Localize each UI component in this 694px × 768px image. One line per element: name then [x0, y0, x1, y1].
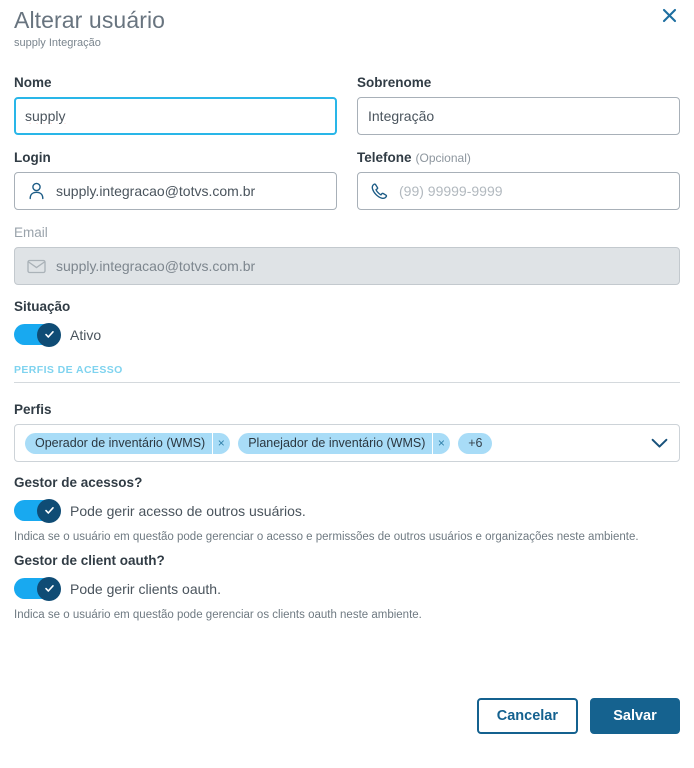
- gestor-acessos-group: [14, 474, 680, 545]
- dialog-header: [14, 0, 680, 50]
- save-button[interactable]: Salvar: [590, 698, 680, 734]
- chip-label: Operador de inventário (WMS): [35, 436, 206, 450]
- perfis-field-group: [14, 401, 680, 462]
- sobrenome-field-group: [357, 74, 680, 135]
- check-icon: [44, 505, 55, 516]
- gestor-oauth-label: Gestor de client oauth?: [14, 553, 165, 568]
- situacao-toggle-row: [14, 324, 680, 345]
- toggle-knob: [37, 499, 61, 523]
- telefone-input[interactable]: [357, 172, 680, 210]
- cancel-button[interactable]: Cancelar: [477, 698, 578, 734]
- login-phone-row: [14, 149, 680, 210]
- close-icon: [662, 8, 677, 23]
- perfis-label: Perfis: [14, 402, 52, 417]
- section-divider: [14, 382, 680, 383]
- nome-value: supply: [25, 108, 66, 124]
- email-label: Email: [14, 225, 48, 240]
- gestor-oauth-toggle-label: Pode gerir clients oauth.: [70, 580, 221, 597]
- dialog-subtitle: supply Integração: [14, 37, 101, 49]
- gestor-acessos-toggle-label: Pode gerir acesso de outros usuários.: [70, 502, 306, 519]
- toggle-knob: [37, 577, 61, 601]
- perfil-chip[interactable]: [25, 433, 230, 454]
- login-value: supply.integracao@totvs.com.br: [56, 183, 256, 199]
- telefone-label-text: Telefone: [357, 150, 412, 165]
- email-value: supply.integracao@totvs.com.br: [56, 258, 256, 274]
- login-label: Login: [14, 150, 51, 165]
- chevron-down-icon[interactable]: [649, 438, 669, 449]
- perfis-de-acesso-section-header: [14, 363, 680, 383]
- gestor-oauth-helper-text: Indica se o usuário em questão pode gerenciar os clients oauth neste ambiente.: [14, 609, 422, 621]
- page-title: Alterar usuário: [14, 7, 166, 33]
- nome-input[interactable]: [14, 97, 337, 135]
- telefone-field-group: [357, 149, 680, 210]
- gestor-acessos-label: Gestor de acessos?: [14, 475, 143, 490]
- login-field-group: [14, 149, 337, 210]
- check-icon: [44, 329, 55, 340]
- situacao-toggle-label: Ativo: [70, 326, 102, 343]
- telefone-placeholder: (99) 99999-9999: [399, 183, 503, 199]
- situacao-label: Situação: [14, 299, 71, 314]
- gestor-acessos-helper-text: Indica se o usuário em questão pode gerenciar o acesso e permissões de outros usuários e organizações neste ambiente.: [14, 531, 639, 543]
- perfis-overflow-badge[interactable]: +6: [458, 433, 492, 454]
- dialog-footer: [14, 698, 680, 734]
- perfis-multiselect[interactable]: [14, 424, 680, 462]
- sobrenome-input[interactable]: [357, 97, 680, 135]
- phone-icon: [368, 182, 390, 201]
- gestor-oauth-group: [14, 552, 680, 623]
- perfil-chip[interactable]: [238, 433, 450, 454]
- user-icon: [25, 182, 47, 200]
- name-row: [14, 74, 680, 135]
- chip-remove-icon[interactable]: ×: [212, 433, 230, 454]
- chip-remove-icon[interactable]: ×: [432, 433, 450, 454]
- telefone-optional-text: (Opcional): [415, 151, 471, 165]
- toggle-knob: [37, 323, 61, 347]
- chip-label: Planejador de inventário (WMS): [248, 436, 426, 450]
- telefone-label: [357, 149, 680, 167]
- gestor-acessos-toggle-row: [14, 500, 680, 521]
- envelope-icon: [25, 259, 47, 274]
- gestor-oauth-toggle-row: [14, 578, 680, 599]
- gestor-oauth-toggle[interactable]: [14, 578, 60, 599]
- situacao-toggle[interactable]: [14, 324, 60, 345]
- sobrenome-value: Integração: [368, 108, 435, 124]
- email-field-group: [14, 224, 680, 285]
- login-input[interactable]: [14, 172, 337, 210]
- gestor-acessos-toggle[interactable]: [14, 500, 60, 521]
- sobrenome-label: Sobrenome: [357, 75, 432, 90]
- perfis-chip-list: [25, 433, 641, 454]
- check-icon: [44, 583, 55, 594]
- nome-label: Nome: [14, 75, 52, 90]
- nome-field-group: [14, 74, 337, 135]
- situacao-field-group: [14, 298, 680, 345]
- section-title: PERFIS DE ACESSO: [14, 364, 123, 376]
- email-input: [14, 247, 680, 285]
- close-button[interactable]: [656, 2, 682, 28]
